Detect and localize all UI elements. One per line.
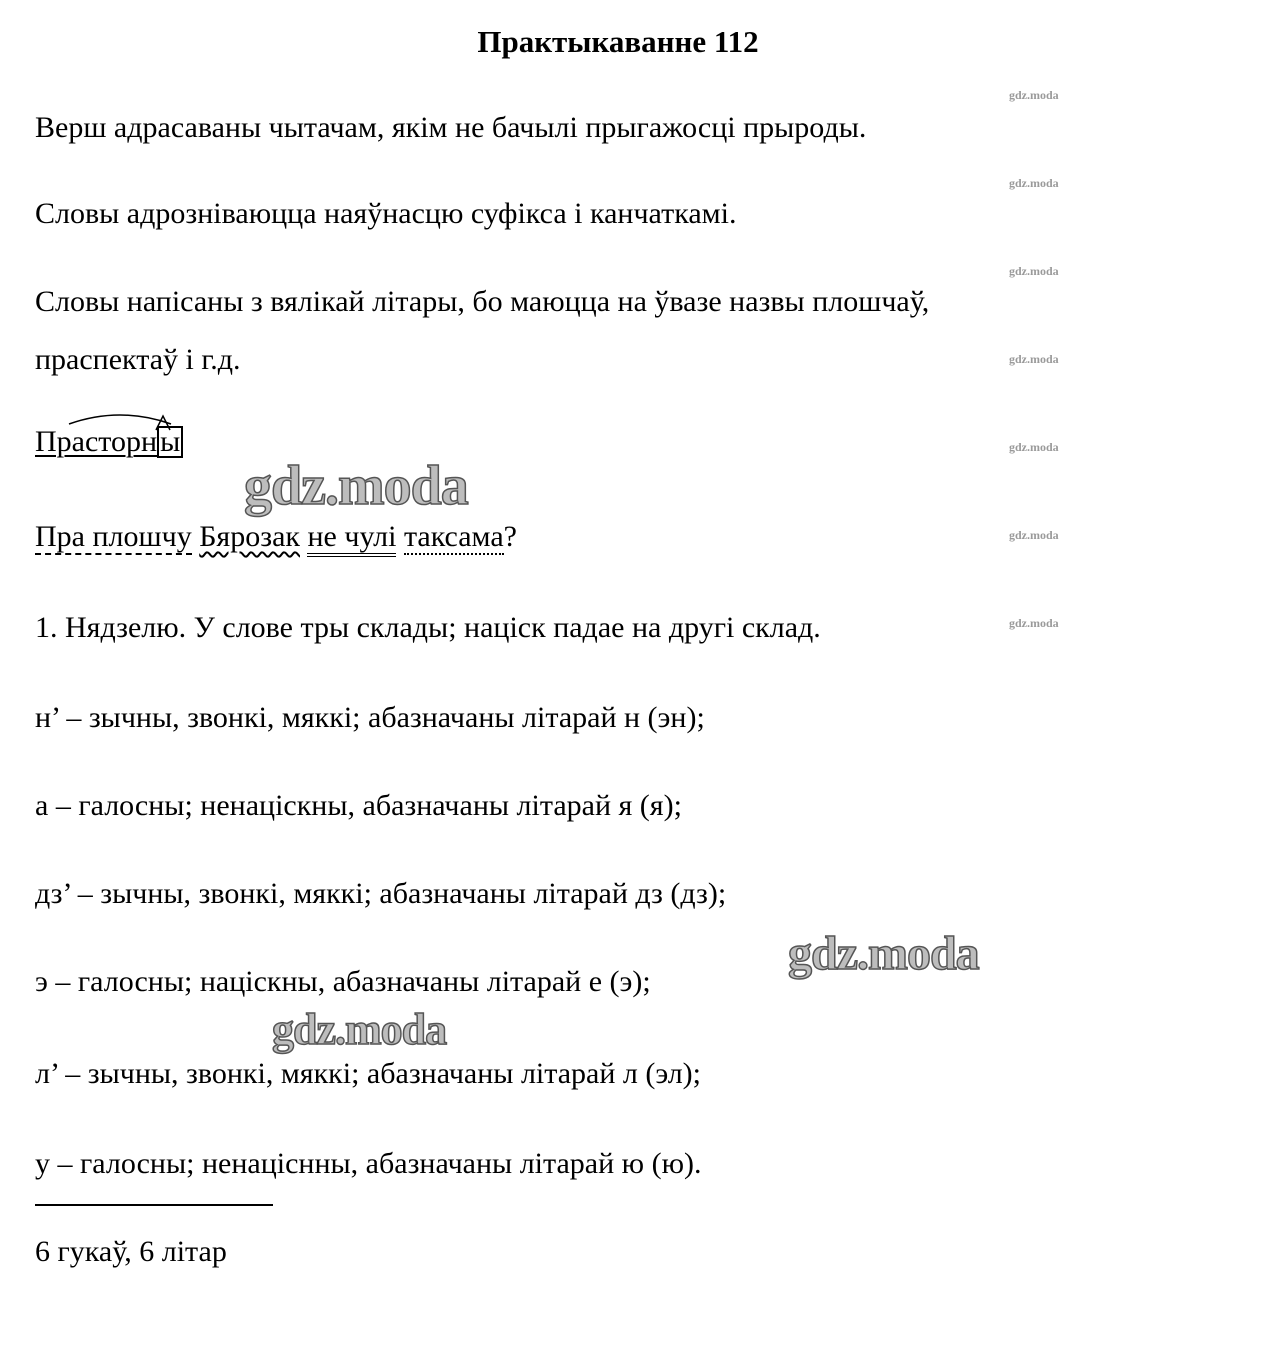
analysis-line-6: л’ – зычны, звонкі, мяккі; абазначаны літарай л (эл); <box>35 1057 702 1090</box>
watermark-logo: gdz.moda <box>272 1005 447 1054</box>
watermark-small: gdz.moda <box>1009 264 1059 278</box>
analysis-line-2: н’ – зычны, звонкі, мяккі; абазначаны літарай н (эн); <box>35 701 705 734</box>
morpheme-word <box>35 422 183 462</box>
summary-divider <box>35 1204 273 1206</box>
watermark-logo: gdz.moda <box>788 927 979 980</box>
page-title: Практыкаванне 112 <box>477 24 759 59</box>
word-root: стор <box>84 425 142 458</box>
watermark-small: gdz.moda <box>1009 88 1059 102</box>
analysis-line-1: 1. Нядзелю. У слове тры склады; націск падае на другі склад. <box>35 611 821 644</box>
sentence-adverbial: таксама <box>403 520 504 553</box>
sentence-predicate: не чулі <box>307 520 396 557</box>
watermark-logo: gdz.moda <box>244 455 468 517</box>
analysis-line-5: э – галосны; націскны, абазначаны літарай е (э); <box>35 965 651 998</box>
root-arc <box>69 415 171 424</box>
watermark-small: gdz.moda <box>1009 352 1059 366</box>
analysis-line-3: а – галосны; ненаціскны, абазначаны літарай я (я); <box>35 789 682 822</box>
sentence-object: Пра плошчу <box>35 520 192 553</box>
watermark-small: gdz.moda <box>1009 176 1059 190</box>
answer-line-1: Верш адрасаваны чытачам, якім не бачылі прыгажосці прыроды. <box>35 111 867 144</box>
word-prefix: Пра <box>35 425 85 458</box>
watermark-small: gdz.moda <box>1009 528 1059 542</box>
word-suffix: н <box>141 425 158 458</box>
watermark-small: gdz.moda <box>1009 616 1059 630</box>
analysis-line-7: у – галосны; ненаціснны, абазначаны літарай ю (ю). <box>35 1147 702 1180</box>
sentence-attribute: Бярозак <box>199 520 300 553</box>
answer-line-3: Словы напісаны з вялікай літары, бо маюцца на ўвазе назвы плошчаў, <box>35 285 930 318</box>
summary-total: 6 гукаў, 6 літар <box>35 1235 227 1268</box>
word-ending: ы <box>157 426 183 458</box>
sentence-end: ? <box>503 520 517 553</box>
watermark-small: gdz.moda <box>1009 440 1059 454</box>
answer-line-2: Словы адрозніваюцца наяўнасцю суфікса і канчаткамі. <box>35 197 737 230</box>
parsed-sentence <box>35 517 517 557</box>
analysis-line-4: дз’ – зычны, звонкі, мяккі; абазначаны літарай дз (дз); <box>35 877 727 910</box>
answer-line-4: праспектаў і г.д. <box>35 343 241 376</box>
